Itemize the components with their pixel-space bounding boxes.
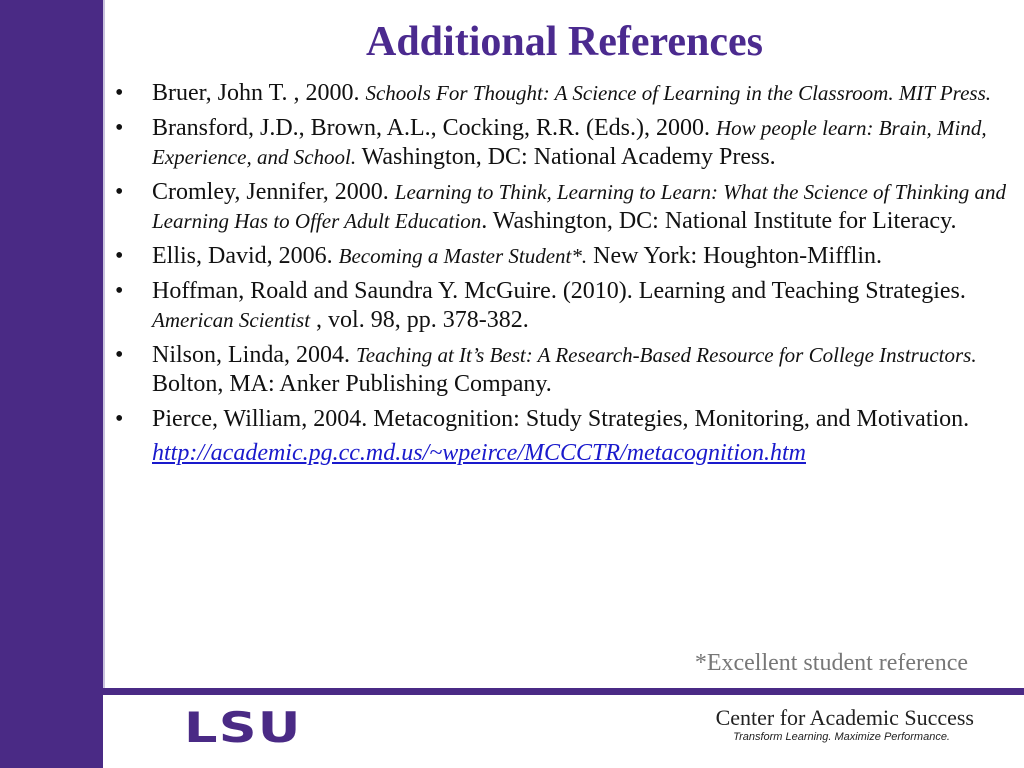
reference-item-cromley — [115, 178, 1015, 236]
ref-text: Bruer, John T. , 2000. — [152, 80, 366, 106]
reference-item-bransford — [115, 114, 1015, 172]
ref-text: , vol. 98, pp. 378-382. — [310, 307, 529, 333]
ref-text: Ellis, David, 2006. — [152, 243, 339, 269]
reference-item-hoffman — [115, 277, 1015, 335]
reference-item-pierce — [115, 405, 1015, 434]
reference-item-bruer — [115, 79, 1015, 108]
reference-list — [115, 79, 1015, 468]
center-tagline: Transform Learning. Maximize Performance. — [733, 731, 950, 743]
ref-title: American Scientist — [152, 308, 311, 332]
reference-item-nilson — [115, 341, 1015, 399]
center-name: Center for Academic Success — [715, 705, 974, 730]
reference-url-line — [115, 439, 1015, 468]
ref-title: Teaching at It’s Best: A Research-Based Resource for College Instructors. — [356, 343, 977, 367]
ref-text: Bransford, J.D., Brown, A.L., Cocking, R.R. (Eds.), 2000. — [152, 115, 716, 141]
footnote: *Excellent student reference — [694, 650, 968, 676]
lsu-logo: LSU — [184, 703, 302, 752]
reference-item-ellis — [115, 242, 1015, 271]
ref-text: Hoffman, Roald and Saundra Y. McGuire. (2010). Learning and Teaching Strategies. — [152, 278, 966, 304]
footer-divider — [0, 688, 1024, 695]
ref-text: Cromley, Jennifer, 2000. — [152, 179, 395, 205]
ref-text: Nilson, Linda, 2004. — [152, 342, 356, 368]
left-bar-edge — [103, 0, 105, 690]
ref-title: Learning to Think, Learning to Learn: What the Science of Thinking and Learning Has to Offer Adult Education — [152, 180, 1007, 233]
ref-text: Washington, DC: National Academy Press. — [356, 144, 776, 170]
ref-text: New York: Houghton-Mifflin. — [587, 243, 883, 269]
ref-text: Bolton, MA: Anker Publishing Company. — [152, 371, 552, 397]
slide-title: Additional References — [365, 19, 763, 65]
ref-title: Schools For Thought: A Science of Learning in the Classroom. MIT Press. — [365, 81, 991, 105]
ref-title: How people learn: Brain, Mind, Experience, and School. — [152, 116, 987, 169]
left-purple-bar — [0, 0, 103, 768]
ref-text: . Washington, DC: National Institute for Literacy. — [481, 208, 957, 234]
ref-title: Becoming a Master Student*. — [338, 244, 588, 268]
metacognition-link[interactable]: http://academic.pg.cc.md.us/~wpeirce/MCCCTR/metacognition.htm — [152, 440, 806, 466]
ref-text: Pierce, William, 2004. Metacognition: Study Strategies, Monitoring, and Motivation. — [152, 406, 970, 432]
